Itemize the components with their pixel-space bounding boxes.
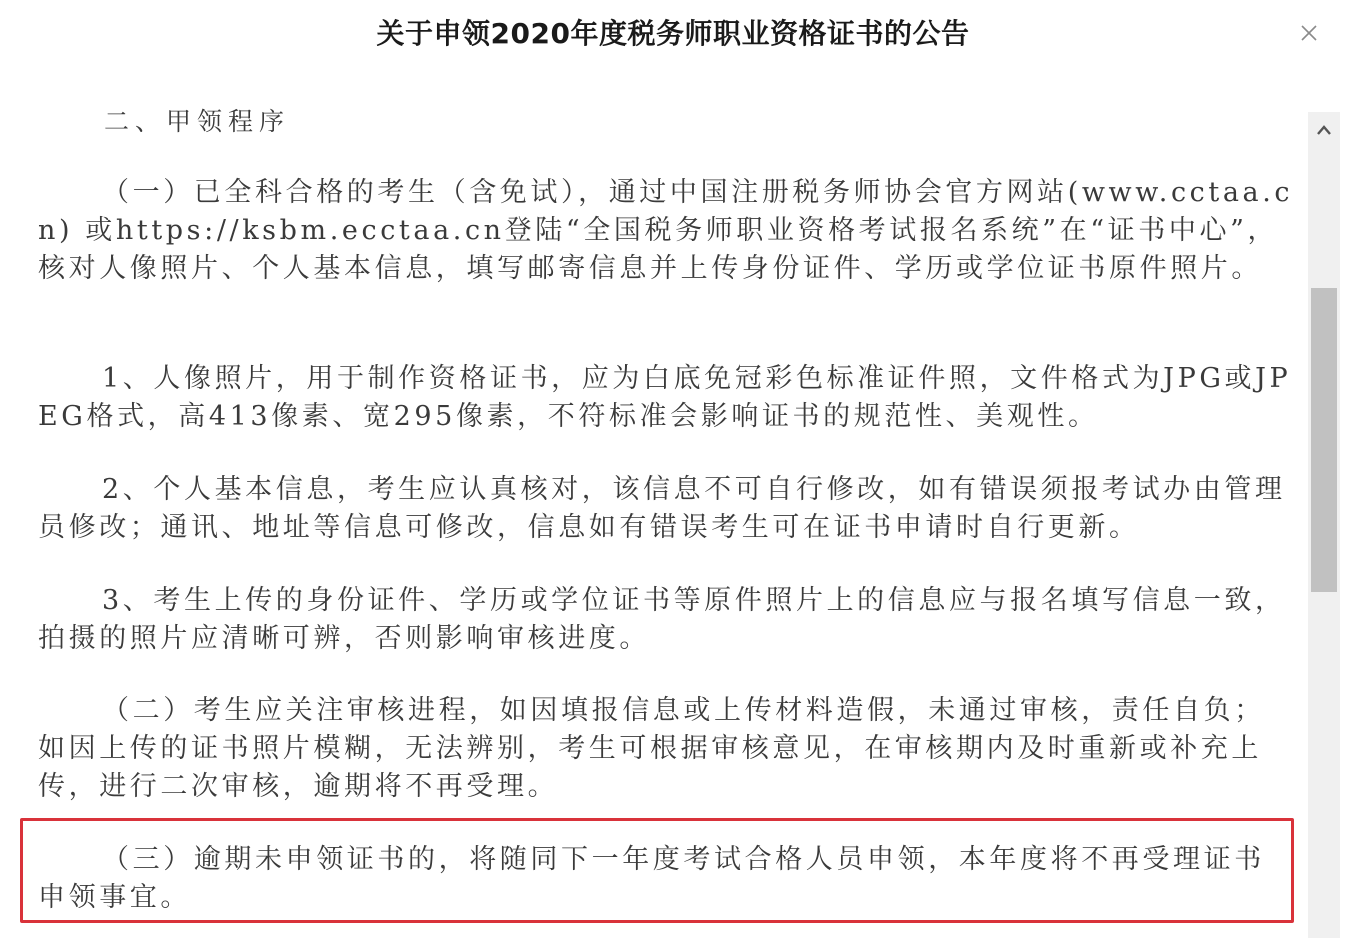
section-heading: 二、甲领程序	[104, 107, 291, 136]
close-icon	[1296, 20, 1322, 46]
scroll-thumb[interactable]	[1311, 288, 1337, 592]
close-button[interactable]	[1296, 20, 1322, 46]
paragraph-overdue-notice: （三）逾期未申领证书的，将随同下一年度考试合格人员申领，本年度将不再受理证书申领事宜。	[38, 844, 1265, 913]
dialog-title: 关于申领2020年度税务师职业资格证书的公告	[376, 17, 970, 50]
paragraph-review-progress: （二）考生应关注审核进程，如因填报信息或上传材料造假，未通过审核，责任自负；如因上传的证书照片模糊，无法辨别，考生可根据审核意见，在审核期内及时重新或补充上传，进行二次审核，逾期将不再受理。	[38, 695, 1265, 802]
vertical-scrollbar[interactable]	[1308, 112, 1340, 938]
scroll-up-button[interactable]	[1308, 112, 1340, 150]
paragraph-apply-step-1: （一）已全科合格的考生（含免试），通过中国注册税务师协会官方网站(www.cctaa.cn) 或https://ksbm.ecctaa.cn登陆“全国税务师职业资格考试报名系统”在“证书中心”，核对人像照片、个人基本信息，填写邮寄信息并上传身份证件、学历或学位证书原件照片。	[38, 177, 1294, 284]
chevron-up-icon	[1316, 124, 1332, 136]
paragraph-portrait-photo: 1、人像照片，用于制作资格证书，应为白底免冠彩色标准证件照，文件格式为JPG或JPEG格式，高413像素、宽295像素，不符标准会影响证书的规范性、美观性。	[38, 363, 1292, 432]
announcement-content	[0, 90, 1305, 938]
paragraph-id-upload: 3、考生上传的身份证件、学历或学位证书等原件照片上的信息应与报名填写信息一致，拍摄的照片应清晰可辨，否则影响审核进度。	[38, 585, 1286, 654]
paragraph-personal-info: 2、个人基本信息，考生应认真核对，该信息不可自行修改，如有错误须报考试办由管理员修改；通讯、地址等信息可修改，信息如有错误考生可在证书申请时自行更新。	[38, 474, 1286, 543]
